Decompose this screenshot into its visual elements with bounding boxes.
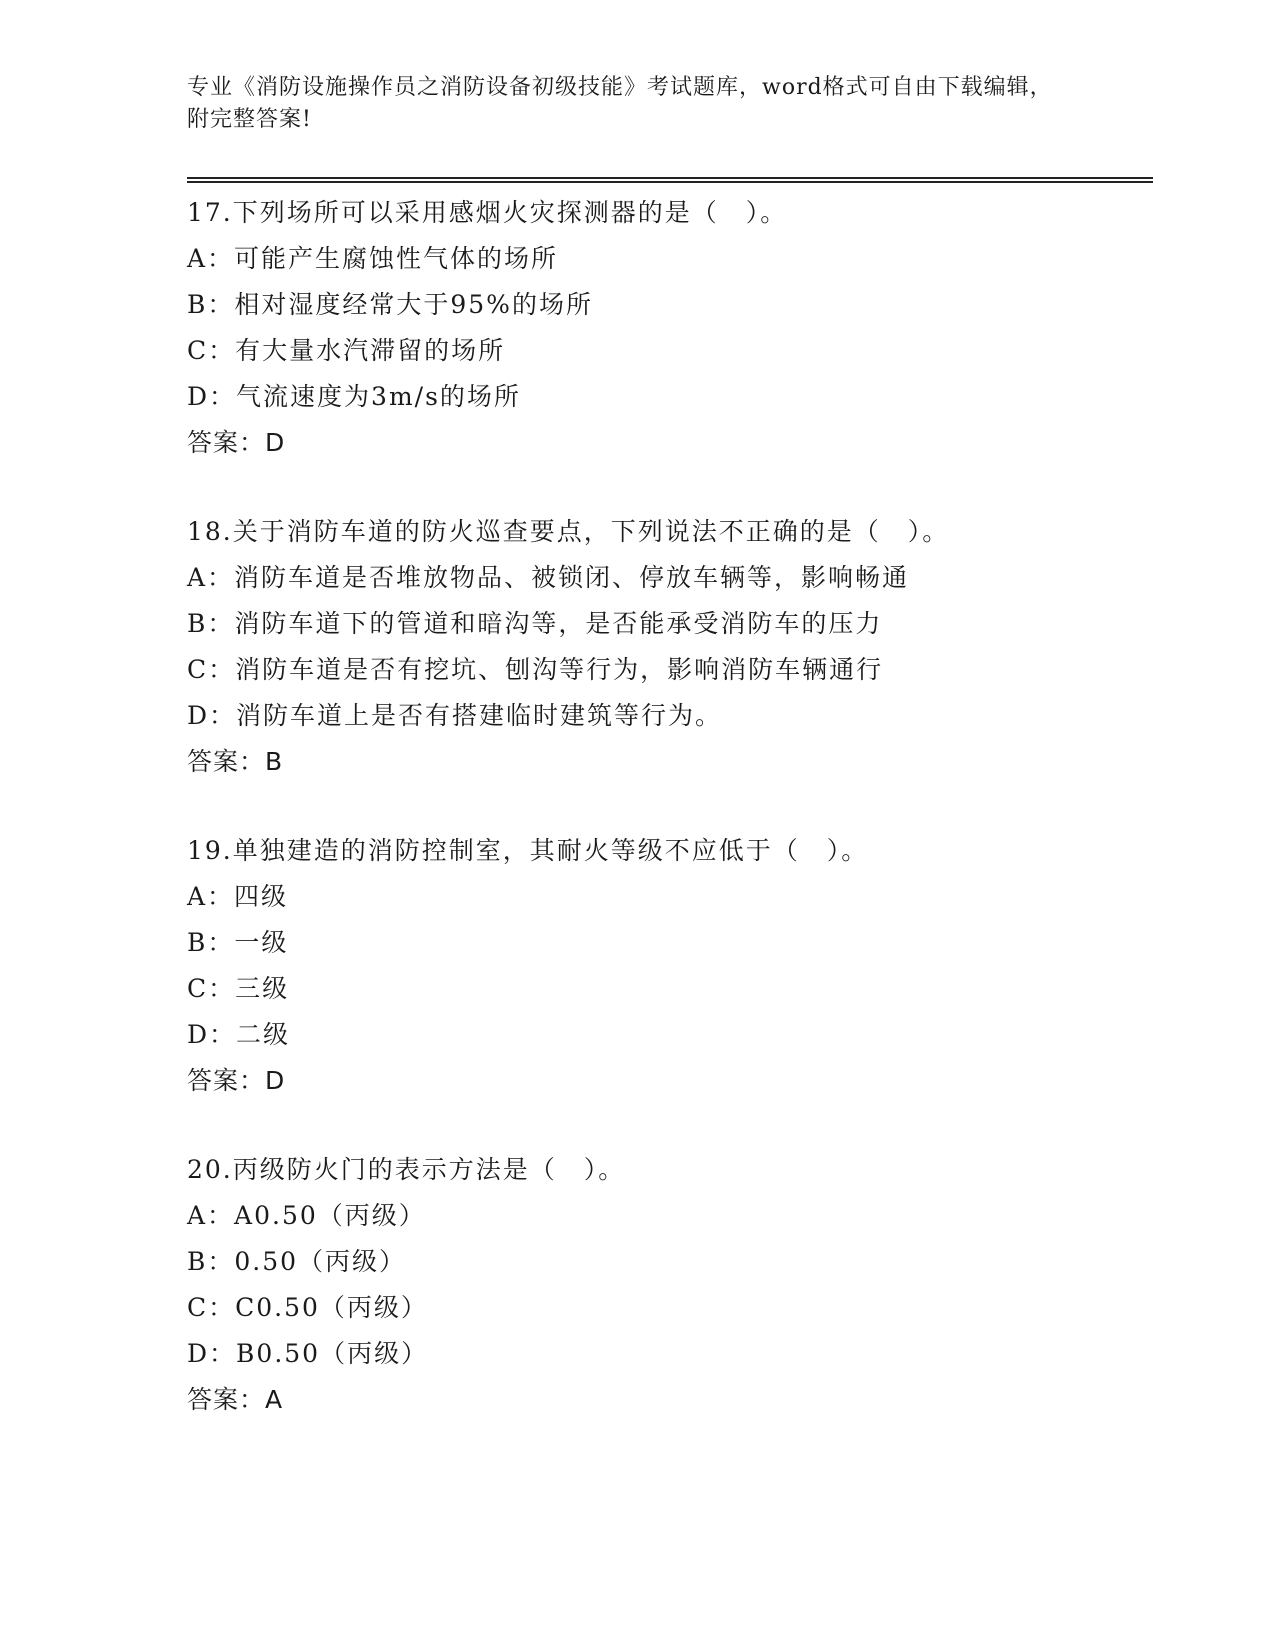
question-stem: 19.单独建造的消防控制室，其耐火等级不应低于（ ）。 xyxy=(187,836,869,865)
option-b: B：0.50（丙级） xyxy=(187,1247,407,1276)
option-d: D：B0.50（丙级） xyxy=(187,1339,429,1368)
question-stem: 17.下列场所可以采用感烟火灾探测器的是（ ）。 xyxy=(187,198,788,227)
option-d: D：消防车道上是否有搭建临时建筑等行为。 xyxy=(187,701,723,730)
option-c: C：有大量水汽滞留的场所 xyxy=(187,336,506,365)
answer-line: 答案：D xyxy=(187,428,286,457)
option-a: A：四级 xyxy=(187,882,289,911)
option-a: A：可能产生腐蚀性气体的场所 xyxy=(187,244,559,273)
option-d: D：二级 xyxy=(187,1020,291,1049)
option-c: C：三级 xyxy=(187,974,290,1003)
answer-line: 答案：A xyxy=(187,1385,284,1414)
option-a: A：A0.50（丙级） xyxy=(187,1201,426,1230)
question-list xyxy=(187,190,1147,1466)
option-c: C：C0.50（丙级） xyxy=(187,1293,428,1322)
option-b: B：消防车道下的管道和暗沟等，是否能承受消防车的压力 xyxy=(187,609,883,638)
option-d: D：气流速度为3m/s的场所 xyxy=(187,382,521,411)
header-double-rule xyxy=(187,177,1153,183)
question-20 xyxy=(187,1147,1147,1423)
answer-line: 答案：D xyxy=(187,1066,286,1095)
answer-line: 答案：B xyxy=(187,747,284,776)
option-b: B：一级 xyxy=(187,928,289,957)
option-a: A：消防车道是否堆放物品、被锁闭、停放车辆等，影响畅通 xyxy=(187,563,910,592)
question-stem: 18.关于消防车道的防火巡查要点，下列说法不正确的是（ ）。 xyxy=(187,517,950,546)
option-b: B：相对湿度经常大于95%的场所 xyxy=(187,290,593,319)
question-18 xyxy=(187,509,1147,785)
document-header: 专业《消防设施操作员之消防设备初级技能》考试题库，word格式可自由下载编辑，附完整答案! xyxy=(187,75,1053,132)
question-19 xyxy=(187,828,1147,1104)
question-17 xyxy=(187,190,1147,466)
option-c: C：消防车道是否有挖坑、刨沟等行为，影响消防车辆通行 xyxy=(187,655,884,684)
question-stem: 20.丙级防火门的表示方法是（ ）。 xyxy=(187,1155,626,1184)
